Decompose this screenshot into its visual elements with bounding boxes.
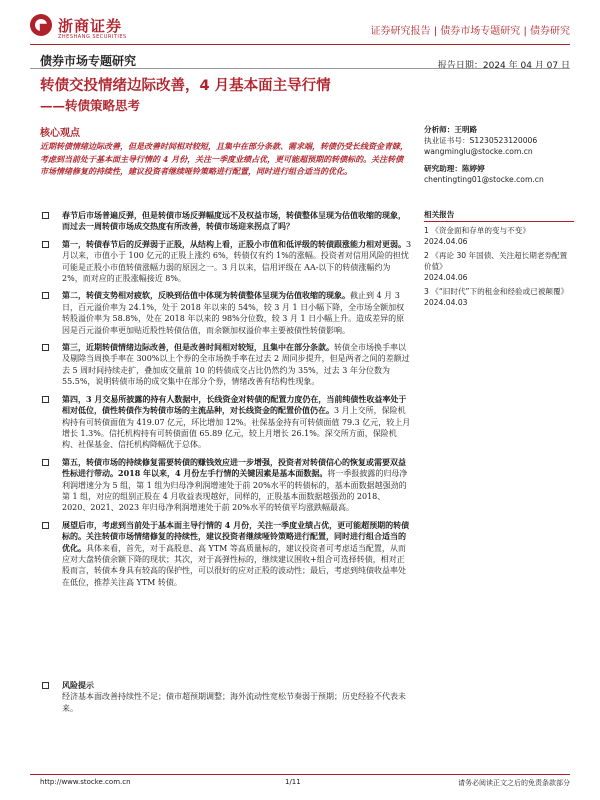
body-paragraph: 第一，转债春节后的反弹弱于正股，从结构上看，正股小市值和低评级的转债跟涨能力相对更弱。3 月以来，市值小于 100 亿元的正股上涨约 6%，转债仅有约 1%的涨幅。投资者对信用风险的担忧可能是正股小市值转债涨幅力弱的原因之一。3 月以来，信用评级在 AA-以下的转债涨幅约为 2%，而对应的正股涨幅接近 8%。 bbox=[40, 239, 412, 285]
bullet-square-icon bbox=[42, 459, 49, 466]
report-date: 报告日期：2024 年 04 月 07 日 bbox=[437, 61, 570, 71]
footer-divider bbox=[30, 774, 570, 775]
related-report-date: 2024.04.06 bbox=[424, 237, 468, 246]
risk-paragraph bbox=[40, 680, 412, 714]
report-subtitle: ——转债策略思考 bbox=[40, 98, 141, 113]
logo-mark-icon bbox=[30, 14, 52, 36]
body-paragraph: 第三，近期转债情绪边际改善，但是改善时间相对较短，且集中在部分条款。转债全市场换手率以及剔除当周换手率在 300%以上个券的全市场换手率在过去 2 周同步提升，但是两者之间的差额过去 5 周时间持续走扩，叠加成交量前 10 的转债成交占比仍然约为 35%，过去 3 年分位数为 55.5%，说明转债市场的成交集中在部分个券，情绪改善有结构性现象。 bbox=[40, 342, 412, 388]
bullet-square-icon bbox=[42, 292, 49, 299]
key-points-summary: 近期转债情绪边际改善，但是改善时间相对较短，且集中在部分条款、需求端，转债仍受长线资金青睐，考虑到当前处于基本面主导行情的 4 月份，关注一季度业绩占优，更可能超预期的转债标的。关注转债市场情绪修复的持续性，建议投资者继续哑铃策略进行配置，同时进行组合适当的优化。 bbox=[40, 141, 408, 176]
bullet-square-icon bbox=[42, 241, 49, 248]
header-divider bbox=[30, 44, 570, 45]
body-paragraph: 第二，转债支势相对疲软，反映到估值中体现为转债整体呈现为估值收缩的现象。截止到 4 月 3 日，百元溢价率为 24.1%，处于 2018 年以来的 54%，较 3 月 1 日小幅下降，全市场全额加权转股溢价率为 58.8%，处在 2018 年以来的 98%分位数，较 3 月 1 日小幅上升。造成差异的原因是百元溢价率更加贴近股性转债估值，而余额加权溢价率主要被债性转债影响。 bbox=[40, 290, 412, 336]
footer-disclaimer: 请务必阅读正文之后的免责条款部分 bbox=[458, 779, 570, 787]
author-sidebar bbox=[424, 124, 574, 311]
related-report-item[interactable] bbox=[424, 250, 574, 283]
bullet-square-icon bbox=[42, 682, 49, 689]
company-logo bbox=[30, 12, 170, 38]
related-report-title[interactable]: 2 《再论 30 年国债、关注超长期老券配置价值》 bbox=[424, 251, 568, 271]
report-categories: 证券研究报告 | 债券市场专题研究 | 债券研究 bbox=[370, 26, 570, 37]
report-title: 转债交投情绪边际改善，4 月基本面主导行情 bbox=[40, 78, 331, 94]
analyst-email[interactable]: wangminglu@stocke.com.cn bbox=[424, 147, 533, 156]
analyst-name: 分析师：王明路 bbox=[424, 125, 478, 134]
report-body bbox=[40, 210, 412, 594]
body-paragraph: 第四，3 月交易所披露的持有人数据中，长线资金对转债的配置力度仍在，当前纯债性收益率处于相对低位，债性转债作为转债市场的主流品种，对长线资金的配置价值仍在。3 月上交所，保险机构持有可转债面值为 419.07 亿元，环比增加 12%。社保基金持有可转债面值 79.3 亿元，较上月增长 1.3%。信托机构持有可转债面值 65.89 亿元，较上月增长 26.1%。深交所方面，保险机构、社保基金、信托机构降幅优于总体。 bbox=[40, 394, 412, 451]
assistant-name: 研究助理：陈婷婷 bbox=[424, 164, 485, 173]
bullet-square-icon bbox=[42, 212, 49, 219]
related-report-date: 2024.04.03 bbox=[424, 298, 468, 307]
body-paragraph: 展望后市，考虑到当前处于基本面主导行情的 4 月份，关注一季度业绩占优，更可能超预期的转债标的。关注转债市场情绪修复的持续性，建议投资者继续哑铃策略进行配置，同时进行组合适当的优化。具体来看，首先，对于高股息、高 YTM 等高质量标的，建议投资者可考虑适当配置，从而应对大盘转债余额下降的现状；其次，对于高弹性标的，继续建议围收+组合可选择转债，相对正股而言，转债本身具有较高的保护性，可以很好的应对正股的波动性；最后，考虑到纯债收益率处在低位，推荐关注高 YTM 转债。 bbox=[40, 520, 412, 588]
report-series: 债券市场专题研究 bbox=[40, 54, 137, 68]
footer-url[interactable]: http://www.stocke.com.cn bbox=[40, 778, 131, 786]
analyst-cert: 执业证书号：S1230523120006 bbox=[424, 136, 538, 145]
related-report-title[interactable]: 1 《资金面和存单的变与不变》 bbox=[424, 226, 530, 235]
bullet-square-icon bbox=[42, 522, 49, 529]
logo-text: 浙商证券 bbox=[58, 16, 123, 35]
bullet-square-icon bbox=[42, 344, 49, 351]
assistant-email[interactable]: chentingting01@stocke.com.cn bbox=[424, 175, 544, 184]
related-report-title[interactable]: 3 《“旧时代”下的租金和经验或已被颠覆》 bbox=[424, 287, 569, 296]
risk-text: 经济基本面改善持续性不足；债市超预期调整；海外流动性宽松节奏弱于预期；历史经验不代表未来。 bbox=[62, 692, 406, 713]
related-report-item[interactable] bbox=[424, 225, 574, 247]
title-divider bbox=[30, 68, 570, 69]
key-points-heading: 核心观点 bbox=[40, 128, 80, 139]
bullet-square-icon bbox=[42, 396, 49, 403]
related-reports-heading: 相关报告 bbox=[424, 209, 574, 222]
logo-english-text: ZHESHANG SECURITIES bbox=[58, 34, 127, 40]
risk-heading: 风险提示 bbox=[62, 680, 94, 690]
related-report-date: 2024.04.06 bbox=[424, 273, 468, 282]
body-paragraph: 春节后市场普遍反弹，但是转债市场反弹幅度远不及权益市场，转债整体呈现为估值收缩的现象，而过去一周转债市场成交热度有所改善，转债市场迎来拐点了吗？ bbox=[40, 210, 412, 233]
risk-section bbox=[40, 680, 412, 720]
page-number: 1/11 bbox=[285, 778, 301, 786]
related-report-item[interactable] bbox=[424, 286, 574, 308]
body-paragraph: 第五，转债市场的持续修复需要转债的赚钱效应进一步增强，投资者对转债信心的恢复或需要双益性标进行带动。2018 年以来，4 月份左手行情的关键因素是基本面数据。将一季报披露的归母净利润增速分为 5 组，第 1 组为归母净利润增速处于前 20%水平的转债标的，基本面数据越强劲的第 1 组，对应的组别正股在 4 月收益表现越好，同样的，正股基本面数据越强劲的 2018、2020、2021、2023 年归母净利润增速处于前 20%水平的转债平均涨跌幅最高。 bbox=[40, 457, 412, 514]
